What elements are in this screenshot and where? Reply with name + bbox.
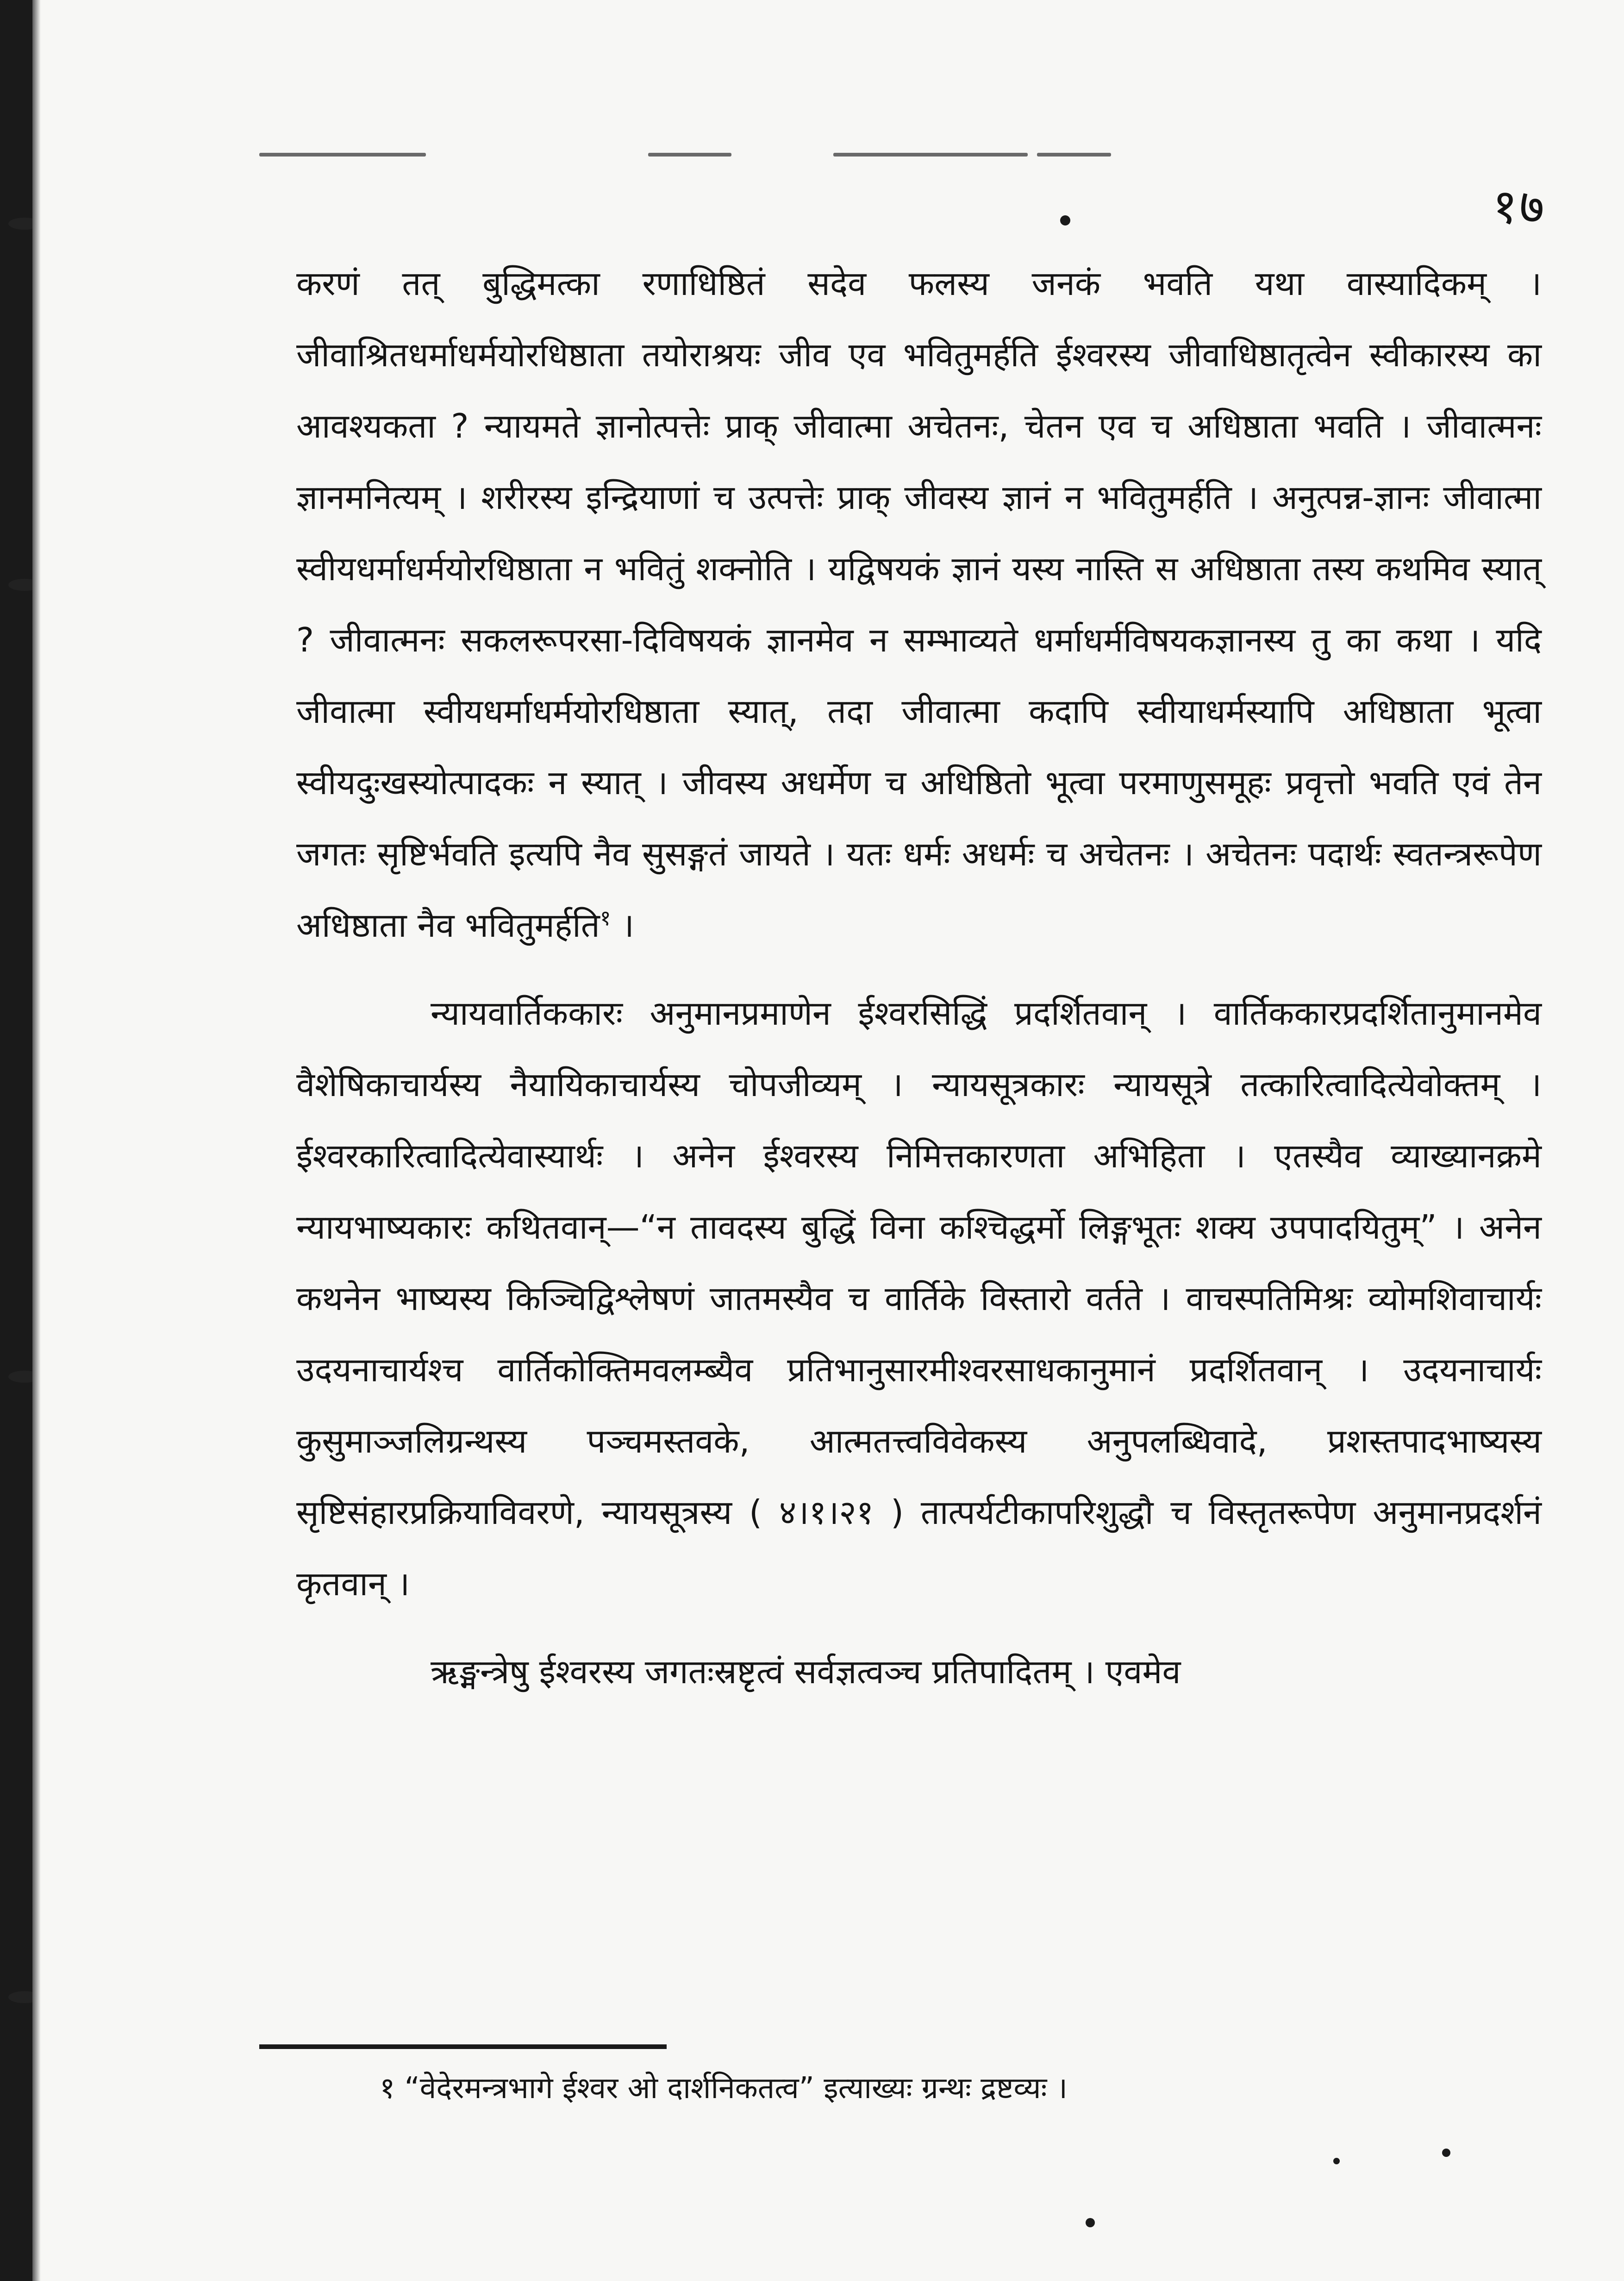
paragraph-2-text: न्यायवार्तिककारः अनुमानप्रमाणेन ईश्वरसिद्धिं प्रदर्शितवान् । वार्तिककारप्रदर्शितानुमानमेव वैशेषिकाचार्यस्य नैयायिकाचार्यस्य चोपजीव्यम् । न्यायसूत्रकारः न्यायसूत्रे तत्कारित्वादित्येवोक्तम् । ईश्वरकारित्वादित्येवास्यार्थः । अनेन ईश्वरस्य निमित्तकारणता अभिहिता । एतस्यैव व्याख्यानक्रमे न्यायभाष्यकारः कथितवान्—“न तावदस्य बुद्धिं विना कश्चिद्धर्मो लिङ्गभूतः शक्य उपपादयितुम्” । अनेन कथनेन भाष्यस्य किञ्चिद्विश्लेषणं जातमस्यैव च वार्तिके विस्तारो वर्तते । वाचस्पतिमिश्रः व्योमशिवाचार्यः उदयनाचार्यश्च वार्तिकोक्तिमवलम्ब्यैव प्रतिभानुसारमीश्वरसाधकानुमानं प्रदर्शितवान् । उदयनाचार्यः कुसुमाञ्जलिग्रन्थस्य पञ्चमस्तवके, आत्मतत्त्वविवेकस्य अनुपलब्धिवादे, प्रशस्तपादभाष्यस्य सृष्टिसंहारप्रक्रियाविवरणे, न्यायसूत्रस्य ( ४।१।२१ ) तात्पर्यटीकापरिशुद्धौ च विस्तृतरूपेण अनुमानप्रदर्शनं कृतवान् ।: [296, 994, 1542, 1603]
print-speck: [1060, 215, 1070, 226]
paragraph-1-text: करणं तत् बुद्धिमत्का रणाधिष्ठितं सदेव फलस्य जनकं भवति यथा वास्यादिकम् । जीवाश्रितधर्माधर्मयोरधिष्ठाता तयोराश्रयः जीव एव भवितुमर्हति ईश्वरस्य जीवाधिष्ठातृत्वेन स्वीकारस्य का आवश्यकता ? न्यायमते ज्ञानोत्पत्तेः प्राक् जीवात्मा अचेतनः, चेतन एव च अधिष्ठाता भवति । जीवात्मनः ज्ञानमनित्यम् । शरीरस्य इन्द्रियाणां च उत्पत्तेः प्राक् जीवस्य ज्ञानं न भवितुमर्हति । अनुत्पन्न-ज्ञानः जीवात्मा स्वीयधर्माधर्मयोरधिष्ठाता न भवितुं शक्नोति । यद्विषयकं ज्ञानं यस्य नास्ति स अधिष्ठाता तस्य कथमिव स्यात् ? जीवात्मनः सकलरूपरसा-दिविषयकं ज्ञानमेव न सम्भाव्यते धर्माधर्मविषयकज्ञानस्य तु का कथा । यदि जीवात्मा स्वीयधर्माधर्मयोरधिष्ठाता स्यात्, तदा जीवात्मा कदापि स्वीयाधर्मस्यापि अधिष्ठाता भूत्वा स्वीयदुःखस्योत्पादकः न स्यात् । जीवस्य अधर्मेण च अधिष्ठितो भूत्वा परमाणुसमूहः प्रवृत्तो भवति एवं तेन जगतः सृष्टिर्भवति इत्यपि नैव सुसङ्गतं जायते । यतः धर्मः अधर्मः च अचेतनः । अचेतनः पदार्थः स्वतन्त्ररूपेण अधिष्ठाता नैव भवितुमर्हति: [296, 264, 1542, 945]
header-rule-fragment: [833, 153, 1028, 157]
binding-shadow: [32, 0, 41, 2281]
footnote-divider: [259, 2044, 667, 2049]
header-rule-fragment: [259, 153, 426, 157]
print-speck: [1333, 2158, 1340, 2164]
print-speck: [1442, 2149, 1450, 2157]
page-number: १७: [1492, 178, 1546, 235]
paragraph-1-tail: ।: [611, 906, 634, 945]
header-rule-fragment: [1037, 153, 1111, 157]
print-speck: [1086, 2218, 1095, 2227]
footnote-reference[interactable]: १: [600, 905, 611, 930]
paragraph-1: [296, 248, 1542, 961]
paragraph-2: [296, 978, 1542, 1619]
body-text: [296, 248, 1542, 1707]
header-rule-fragment: [648, 153, 731, 157]
footnote: १ “वेदेरमन्त्रभागे ईश्वर ओ दार्शनिकतत्व” इत्याख्यः ग्रन्थः द्रष्टव्यः ।: [380, 2071, 1068, 2106]
paragraph-3: [296, 1636, 1542, 1707]
paragraph-3-text: ऋङ्मन्त्रेषु ईश्वरस्य जगतःस्रष्टृत्वं सर्वज्ञत्वञ्च प्रतिपादितम् । एवमेव: [431, 1652, 1181, 1691]
book-binding-edge: [0, 0, 32, 2281]
